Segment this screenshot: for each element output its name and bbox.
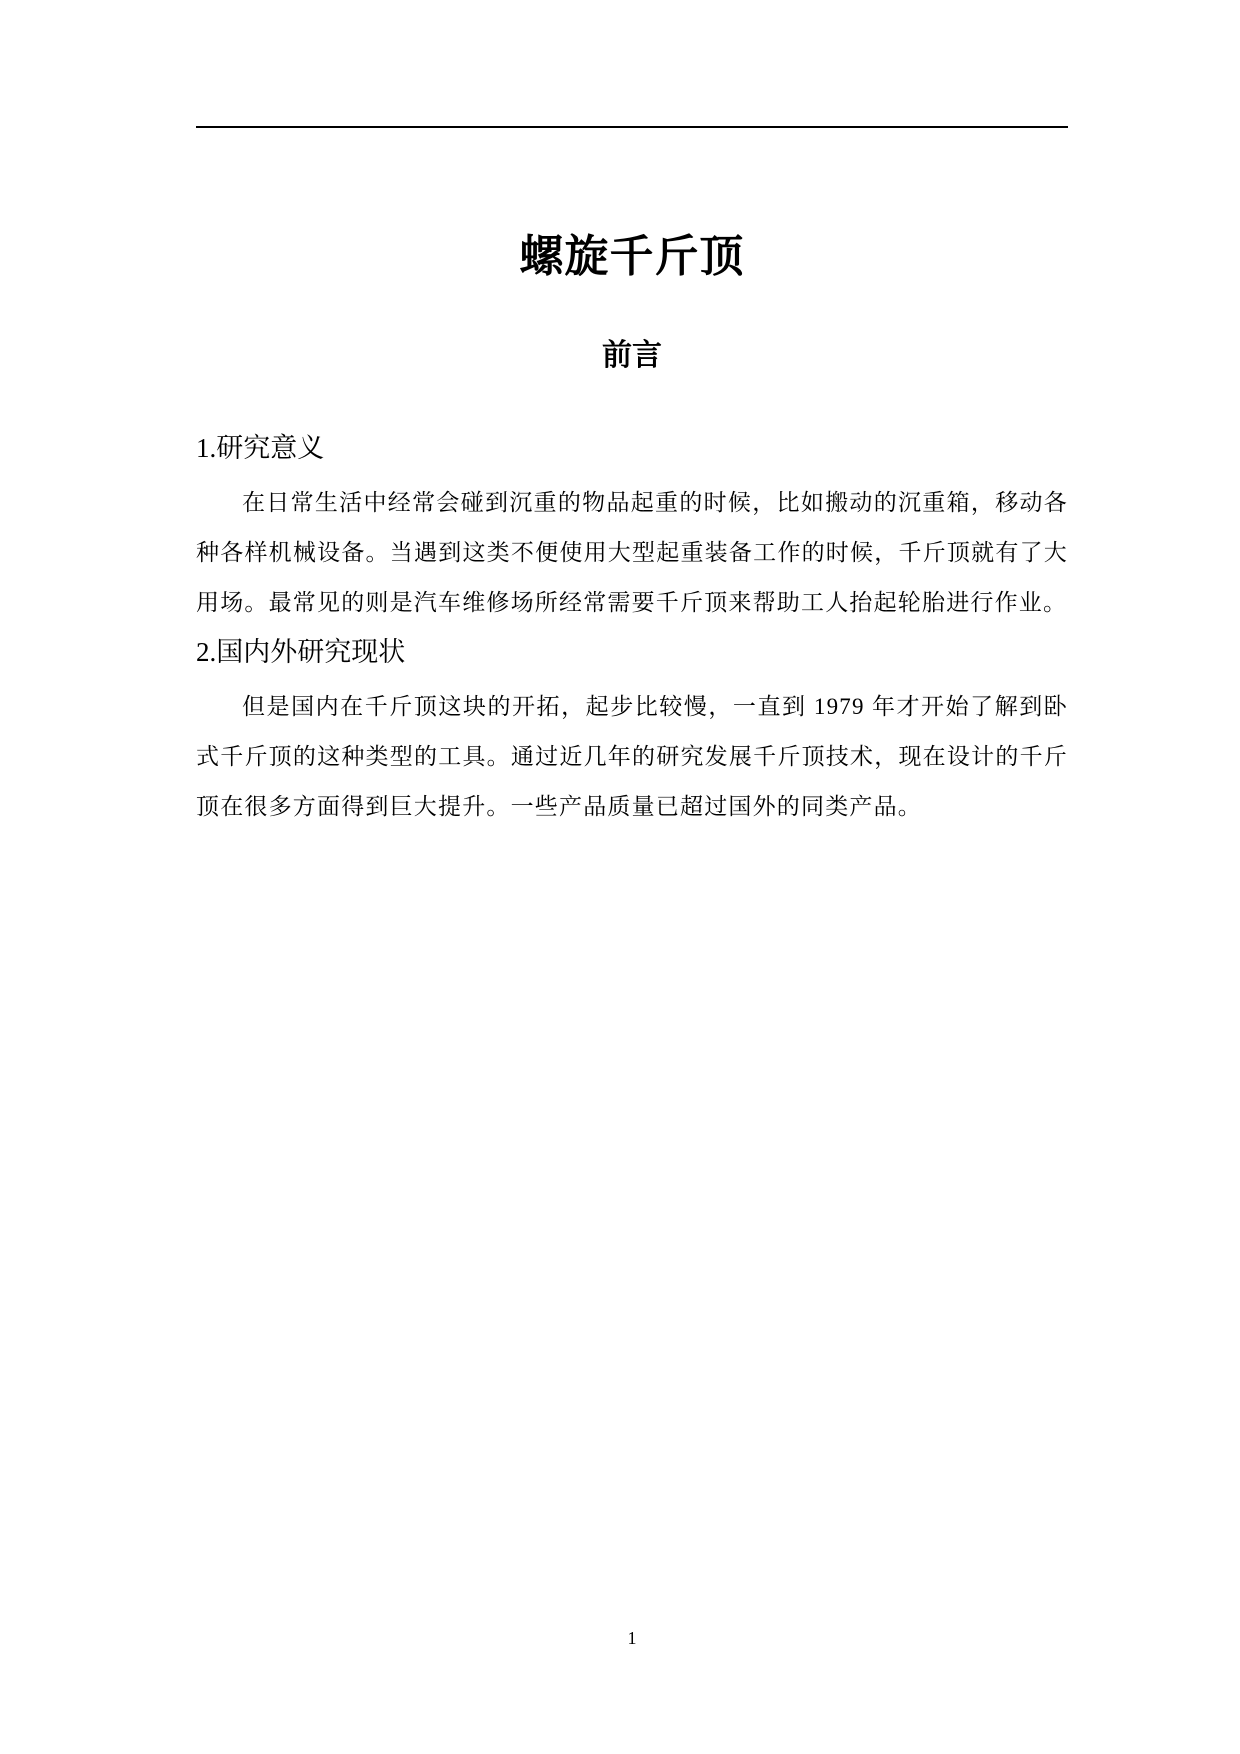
- section-heading: 1.研究意义: [196, 433, 325, 463]
- header-rule: [196, 126, 1068, 128]
- section-paragraph: 在日常生活中经常会碰到沉重的物品起重的时候，比如搬动的沉重箱，移动各种各样机械设备。当遇到这类不便使用大型起重装备工作的时候，千斤顶就有了大用场。最常见的则是汽车维修场所经常需要千斤顶来帮助工人抬起轮胎进行作业。: [196, 490, 1068, 615]
- section-heading: 2.国内外研究现状: [196, 637, 406, 667]
- section-research-significance: [196, 428, 1068, 628]
- document-subtitle: 前言: [602, 338, 662, 373]
- document-title: 螺旋千斤顶: [519, 231, 745, 282]
- document-body: [196, 428, 1068, 836]
- page-number: 1: [627, 1628, 637, 1648]
- section-research-status: [196, 632, 1068, 832]
- section-paragraph: 但是国内在千斤顶这块的开拓，起步比较慢，一直到 1979 年才开始了解到卧式千斤顶的这种类型的工具。通过近几年的研究发展千斤顶技术，现在设计的千斤顶在很多方面得到巨大提升。一些产品质量已超过国外的同类产品。: [196, 694, 1068, 819]
